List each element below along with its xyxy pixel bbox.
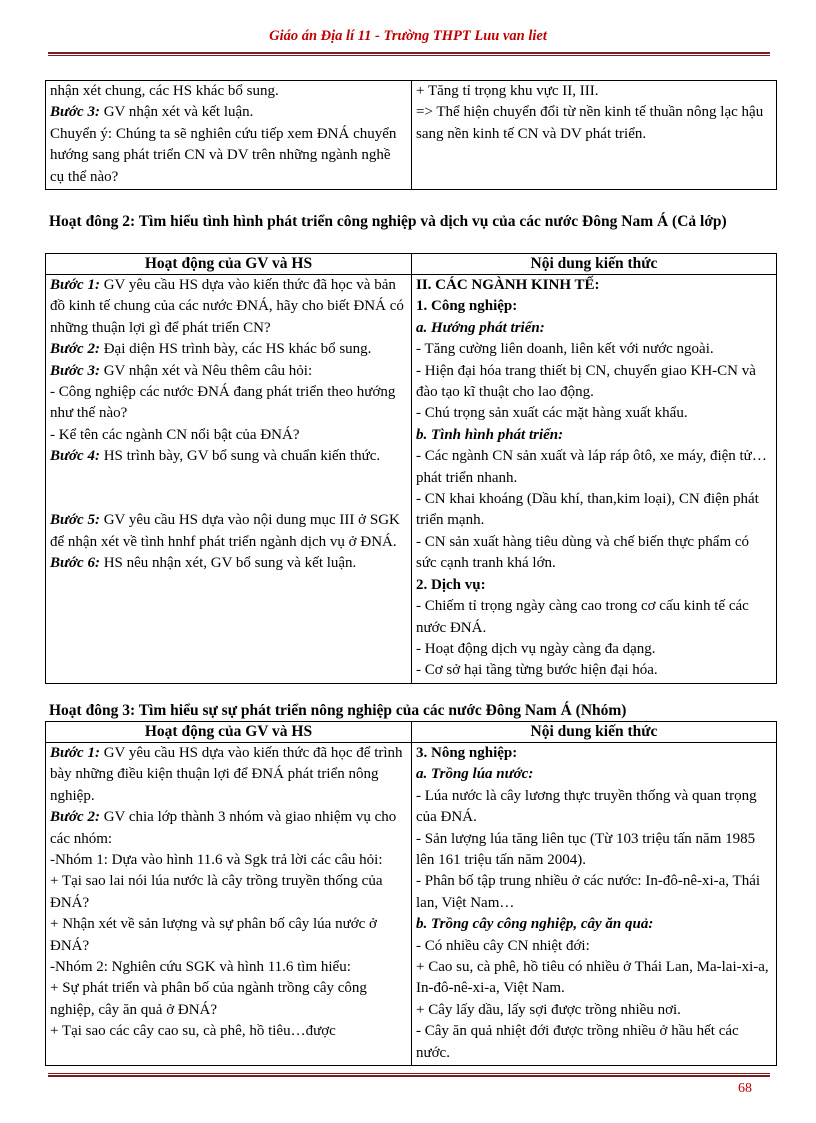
right-cell [412, 743, 777, 1066]
step-text: HS trình bày, GV bổ sung và chuẩn kiến thức. [99, 448, 381, 465]
list-item: - Cây ăn quả nhiệt đới được trồng nhiều ở hầu hết các nước. [416, 1023, 739, 1061]
subheading: a. Hướng phát triển: [416, 319, 545, 336]
section-title: II. CÁC NGÀNH KINH TẾ: [416, 277, 600, 293]
page-number: 68 [738, 1081, 752, 1096]
left-cell [46, 81, 412, 190]
list-item: - Các ngành CN sản xuất và láp ráp ôtô, xe máy, điện tử…phát triển nhanh. [416, 448, 767, 486]
step-line [50, 275, 408, 339]
step-line [50, 361, 408, 382]
left-cell [46, 743, 412, 1066]
step-line [50, 743, 408, 807]
list-item: - CN khai khoáng (Dầu khí, than,kim loại), CN điện phát triển mạnh. [416, 491, 759, 529]
list-item: + Cây lấy dầu, lấy sợi được trồng nhiều nơi. [416, 1001, 681, 1018]
list-item: + Cao su, cà phê, hồ tiêu có nhiều ở Thái Lan, Ma-lai-xi-a, In-đô-nê-xi-a, Việt Nam. [416, 959, 769, 997]
subsection-title: 3. Nông nghiệp: [416, 745, 518, 761]
step-label: Bước 3: [50, 362, 100, 379]
step-label: Bước 6: [50, 555, 100, 572]
list-item: - Sản lượng lúa tăng liên tục (Từ 103 triệu tấn năm 1985 lên 161 triệu tấn năm 2004). [416, 830, 756, 869]
text-line: + Tại sao lai nói lúa nước là cây trồng truyền thống của ĐNÁ? [50, 873, 383, 911]
header-rule [48, 52, 770, 56]
subheading: b. Trồng cây công nghiệp, cây ăn quả: [416, 916, 654, 933]
list-item: - Hoạt động dịch vụ ngày càng đa dạng. [416, 640, 656, 657]
subheading: a. Trồng lúa nước: [416, 766, 534, 783]
text-line: nhận xét chung, các HS khác bổ sung. [50, 83, 279, 99]
step-text: Đại diện HS trình bày, các HS khác bổ sung. [99, 341, 372, 358]
list-item: - Cơ sở hại tầng từng bước hiện đại hóa. [416, 662, 658, 679]
activity3-heading: Hoạt đông 3: Tìm hiểu sự sự phát triển nông nghiệp của các nước Đông Nam Á (Nhóm) [49, 702, 627, 719]
list-item: - CN sản xuất hàng tiêu dùng và chế biến thực phẩm có sức cạnh tranh khá lớn. [416, 533, 750, 572]
text-line: - Kể tên các ngành CN nổi bật của ĐNÁ? [50, 426, 300, 443]
spacer [50, 489, 408, 510]
step-line [50, 446, 408, 467]
activity2-heading: Hoạt đông 2: Tìm hiểu tình hình phát triển công nghiệp và dịch vụ của các nước Đông Nam Á (Cả lớp) [49, 213, 727, 230]
spacer [50, 468, 408, 489]
step-text: GV yêu cầu HS dựa vào nội dung mục III ở SGK để nhận xét về tình hnhf phát triển ngành dịch vụ ở ĐNÁ. [50, 512, 400, 550]
step-label: Bước 1: [50, 277, 100, 293]
step-line [50, 553, 408, 574]
step-label: Bước 4: [50, 448, 100, 465]
document-header: Giáo án Địa lí 11 - Trường THPT Luu van liet [269, 28, 547, 44]
text-line: + Tăng tỉ trọng khu vực II, III. [416, 83, 599, 99]
step-text: GV yêu cầu HS dựa vào kiến thức đã học để trình bày những điều kiện thuận lợi để ĐNÁ phát triển nông nghiệp. [50, 745, 403, 804]
continuation-table [45, 80, 777, 190]
step-label: Bước 5: [50, 512, 100, 529]
text-line: Chuyển ý: Chúng ta sẽ nghiên cứu tiếp xem ĐNÁ chuyển hướng sang phát triển CN và DV trên những ngành nghề cụ thể nào? [50, 125, 397, 185]
step-line [50, 807, 408, 850]
text-line: - Công nghiệp các nước ĐNÁ đang phát triển theo hướng như thế nào? [50, 384, 396, 422]
text-line: => Thể hiện chuyển đổi từ nền kinh tế thuần nông lạc hậu sang nền kinh tế CN và DV phát triển. [416, 104, 764, 142]
subheading: b. Tình hình phát triển: [416, 426, 564, 443]
step-label: Bước 1: [50, 745, 100, 761]
column-header-content: Nội dung kiến thức [412, 722, 777, 743]
step-text: GV yêu cầu HS dựa vào kiến thức đã học và bản đồ kinh tế chung của các nước ĐNÁ, hãy cho biết ĐNÁ có những thuận lợi gì để phát triển CN? [50, 277, 404, 336]
subsection-title: 1. Công nghiệp: [416, 298, 518, 315]
right-cell [412, 275, 777, 684]
step-text: HS nêu nhận xét, GV bổ sung và kết luận. [99, 555, 357, 572]
text-line: + Sự phát triển và phân bố của ngành trồng cây công nghiệp, cây ăn quả ở ĐNÁ? [50, 980, 367, 1018]
text-line: + Nhận xét về sản lượng và sự phân bố cây lúa nước ở ĐNÁ? [50, 916, 377, 954]
step-line [50, 510, 408, 553]
activity2-table [45, 253, 777, 684]
text-line: + Tại sao các cây cao su, cà phê, hồ tiêu…được [50, 1023, 336, 1040]
list-item: - Chú trọng sản xuất các mặt hàng xuất khẩu. [416, 405, 688, 422]
text-line: -Nhóm 2: Nghiên cứu SGK và hình 11.6 tìm hiểu: [50, 959, 351, 976]
text-line: -Nhóm 1: Dựa vào hình 11.6 và Sgk trả lời các câu hỏi: [50, 852, 383, 869]
column-header-activities: Hoạt động của GV và HS [46, 254, 412, 275]
step-line [50, 339, 408, 360]
column-header-content: Nội dung kiến thức [412, 254, 777, 275]
column-header-activities: Hoạt động của GV và HS [46, 722, 412, 743]
step-label: Bước 3: [50, 104, 100, 121]
step-label: Bước 2: [50, 341, 100, 358]
left-cell [46, 275, 412, 684]
list-item: - Hiện đại hóa trang thiết bị CN, chuyển giao KH-CN và đào tạo kĩ thuật cho lao động. [416, 362, 756, 401]
step-text: GV chia lớp thành 3 nhóm và giao nhiệm vụ cho các nhóm: [50, 809, 397, 847]
step-text: GV nhận xét và Nêu thêm câu hỏi: [99, 362, 313, 379]
list-item: - Chiếm tỉ trọng ngày càng cao trong cơ cấu kinh tế các nước ĐNÁ. [416, 598, 749, 636]
step-text: GV nhận xét và kết luận. [99, 104, 254, 121]
step-label: Bước 2: [50, 809, 100, 826]
subsection-title: 2. Dịch vụ: [416, 576, 486, 593]
list-item: - Có nhiều cây CN nhiệt đới: [416, 937, 590, 954]
step-line [50, 102, 408, 123]
list-item: - Phân bố tập trung nhiều ở các nước: In-đô-nê-xi-a, Thái lan, Việt Nam… [416, 873, 761, 911]
list-item: - Tăng cường liên doanh, liên kết với nước ngoài. [416, 341, 714, 358]
list-item: - Lúa nước là cây lương thực truyền thống và quan trọng của ĐNÁ. [416, 787, 757, 826]
right-cell [412, 81, 777, 190]
footer-rule [48, 1073, 770, 1077]
activity3-table [45, 721, 777, 1066]
